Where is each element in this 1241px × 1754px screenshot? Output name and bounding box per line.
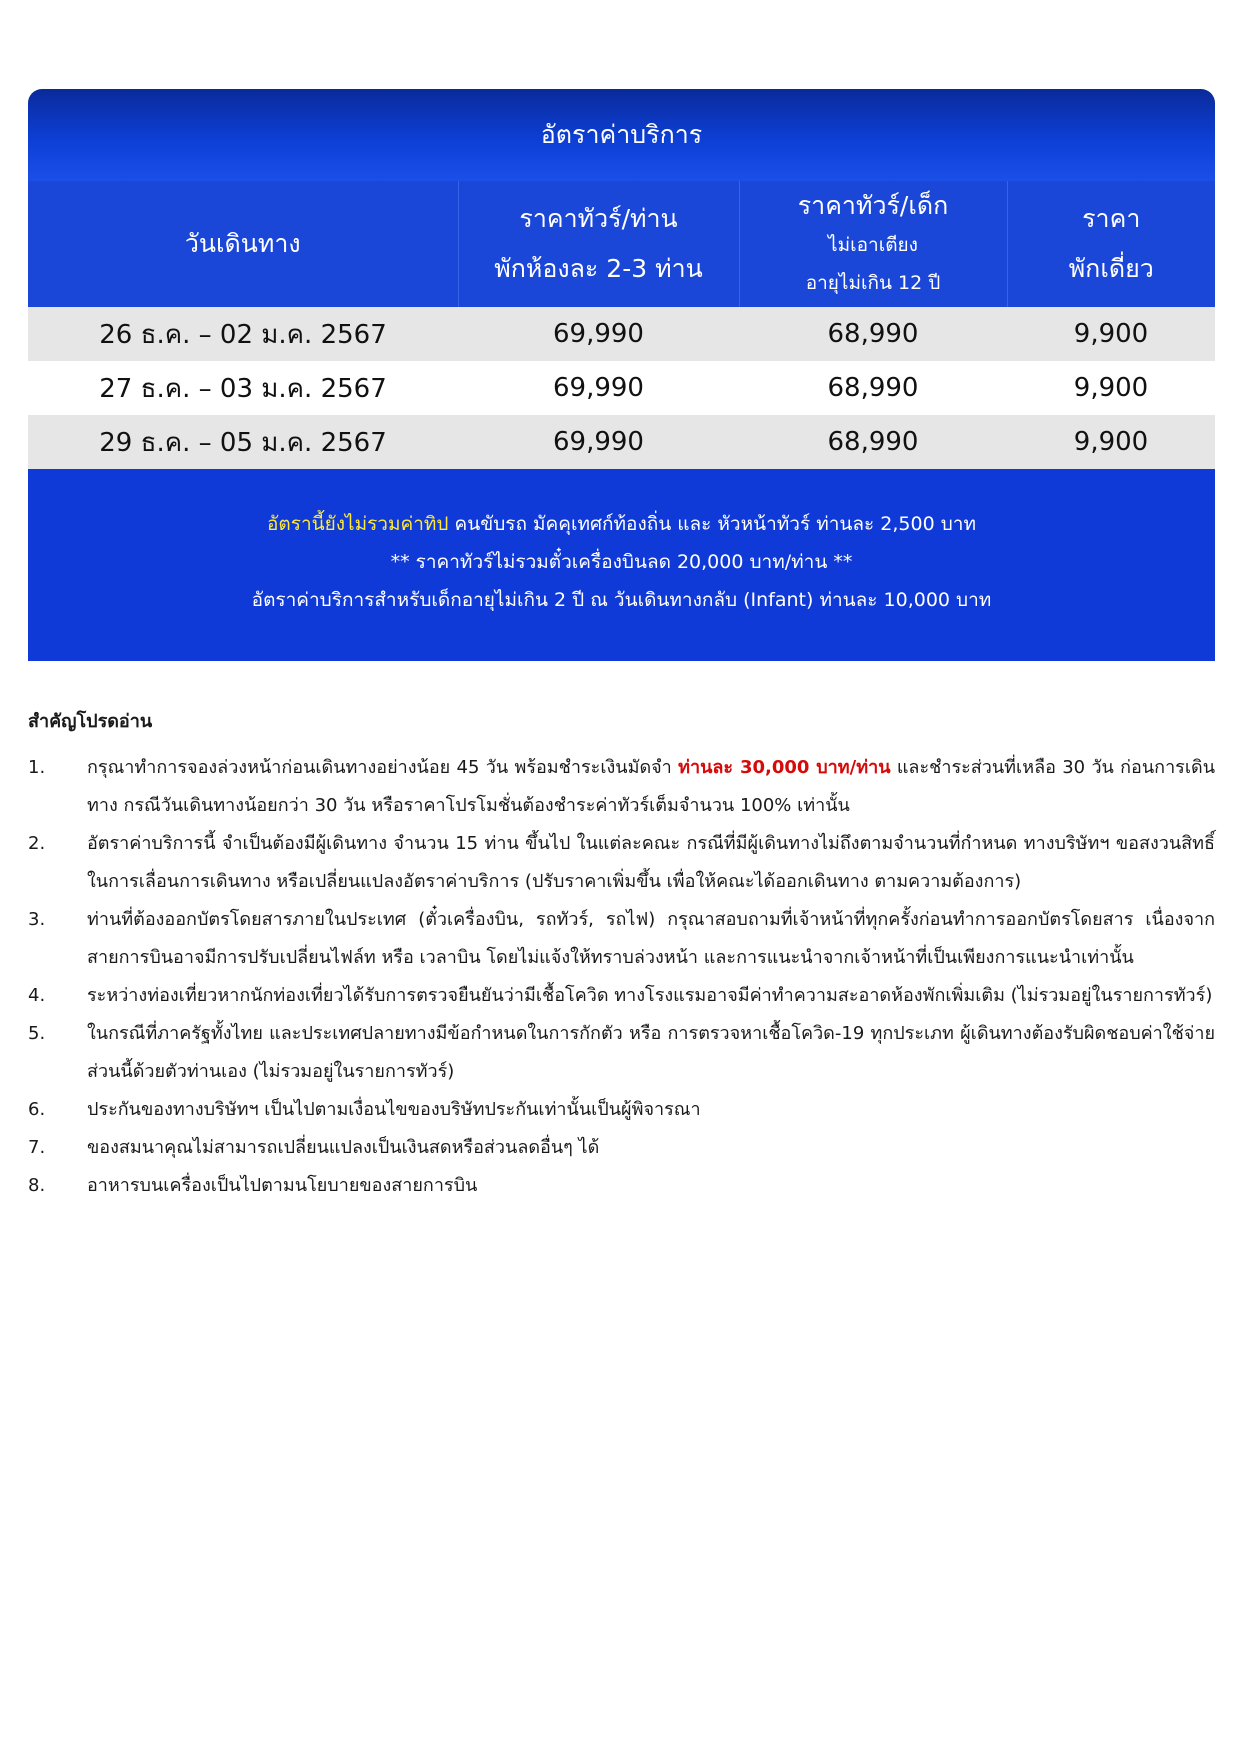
deposit-amount: ท่านละ 30,000 บาท/ท่าน [678,757,891,778]
important-title: สำคัญโปรดอ่าน [28,711,153,732]
list-item [28,1129,1215,1167]
table-row [28,307,1215,361]
price-box [28,89,1215,661]
list-item-number: 4. [28,985,46,1006]
list-item [28,825,1215,901]
price-title: อัตราค่าบริการ [540,120,703,149]
note-airfare: ** ราคาทัวร์ไม่รวมตั๋วเครื่องบินลด 20,000 บาท/ท่าน ** [390,551,853,573]
header-adult: ราคาทัวร์/ท่าน พักห้องละ 2-3 ท่าน [458,181,739,307]
list-item-number: 7. [28,1137,46,1158]
list-item-text: ระหว่างท่องเที่ยวหากนักท่องเที่ยวได้รับการตรวจยืนยันว่ามีเชื้อโควิด ทางโรงแรมอาจมีค่าทำความสะอาดห้องพักเพิ่มเติม (ไม่รวมอยู่ในรายการทัวร์) [87,985,1213,1006]
list-item-text: ท่านที่ต้องออกบัตรโดยสารภายในประเทศ (ตั๋วเครื่องบิน, รถทัวร์, รถไฟ) กรุณาสอบถามที่เจ้าหน้าที่ทุกครั้งก่อนทำการออกบัตรโดยสาร เนื่องจากสายการบินอาจมีการปรับเปลี่ยนไฟล์ท หรือ เวลาบิน โดยไม่แจ้งให้ทราบล่วงหน้า และการแนะนำจากเจ้าหน้าที่เป็นเพียงการแนะนำเท่านั้น [87,909,1215,968]
note-infant: อัตราค่าบริการสำหรับเด็กอายุไม่เกิน 2 ปี ณ วันเดินทางกลับ (Infant) ท่านละ 10,000 บาท [251,589,992,611]
row-adult-price: 69,990 [458,415,739,469]
list-item [28,749,1215,825]
list-item-text: อัตราค่าบริการนี้ จำเป็นต้องมีผู้เดินทาง จำนวน 15 ท่าน ขึ้นไป ในแต่ละคณะ กรณีที่มีผู้เดินทางไม่ถึงตามจำนวนที่กำหนด ทางบริษัทฯ ขอสงวนสิทธิ์ในการเลื่อนการเดินทาง หรือเปลี่ยนแปลงอัตราค่าบริการ (ปรับราคาเพิ่มขึ้น เพื่อให้คณะได้ออกเดินทาง ตามความต้องการ) [87,833,1215,892]
important-section [28,706,1215,1205]
list-item-number: 6. [28,1099,46,1120]
row-single-price: 9,900 [1007,415,1215,469]
list-item-text: ของสมนาคุณไม่สามารถเปลี่ยนแปลงเป็นเงินสดหรือส่วนลดอื่นๆ ได้ [87,1137,600,1158]
row-single-price: 9,900 [1007,307,1215,361]
row-date: 26 ธ.ค. – 02 ม.ค. 2567 [28,307,458,361]
list-item-text: อาหารบนเครื่องเป็นไปตามนโยบายของสายการบิน [87,1175,478,1196]
row-adult-price: 69,990 [458,361,739,415]
list-item-number: 3. [28,909,46,930]
row-child-price: 68,990 [739,361,1007,415]
price-table [28,181,1215,469]
row-date: 27 ธ.ค. – 03 ม.ค. 2567 [28,361,458,415]
row-child-price: 68,990 [739,415,1007,469]
price-title-bar [28,89,1215,181]
list-item [28,1091,1215,1129]
list-item [28,977,1215,1015]
list-item-number: 2. [28,833,46,854]
list-item-number: 5. [28,1023,46,1044]
header-single: ราคา พักเดี่ยว [1007,181,1215,307]
row-single-price: 9,900 [1007,361,1215,415]
header-child: ราคาทัวร์/เด็ก ไม่เอาเตียง อายุไม่เกิน 12 ปี [739,181,1007,307]
list-item-number: 1. [28,757,46,778]
row-date: 29 ธ.ค. – 05 ม.ค. 2567 [28,415,458,469]
price-notes [28,469,1215,661]
note-tips-rest: คนขับรถ มัคคุเทศก์ท้องถิ่น และ หัวหน้าทัวร์ ท่านละ 2,500 บาท [448,513,976,535]
list-item-text: ประกันของทางบริษัทฯ เป็นไปตามเงื่อนไขของบริษัทประกันเท่านั้นเป็นผู้พิจารณา [87,1099,701,1120]
note-tips-highlight: อัตรานี้ยังไม่รวมค่าทิป [267,513,449,535]
table-row [28,361,1215,415]
list-item [28,1015,1215,1091]
list-item-text: ในกรณีที่ภาครัฐทั้งไทย และประเทศปลายทางมีข้อกำหนดในการกักตัว หรือ การตรวจหาเชื้อโควิด-19 ทุกประเภท ผู้เดินทางต้องรับผิดชอบค่าใช้จ่ายส่วนนี้ด้วยตัวท่านเอง (ไม่รวมอยู่ในรายการทัวร์) [87,1023,1215,1082]
list-item [28,901,1215,977]
header-date: วันเดินทาง [28,181,458,307]
note-tips [28,505,1215,543]
price-table-header [28,181,1215,307]
list-item-text: กรุณาทำการจองล่วงหน้าก่อนเดินทางอย่างน้อย 45 วัน พร้อมชำระเงินมัดจำ ท่านละ 30,000 บาท/ท่าน และชำระส่วนที่เหลือ 30 วัน ก่อนการเดินทาง กรณีวันเดินทางน้อยกว่า 30 วัน หรือราคาโปรโมชั่นต้องชำระค่าทัวร์เต็มจำนวน 100% เท่านั้น [87,757,1215,816]
list-item-number: 8. [28,1175,46,1196]
list-item [28,1167,1215,1205]
row-adult-price: 69,990 [458,307,739,361]
table-row [28,415,1215,469]
row-child-price: 68,990 [739,307,1007,361]
